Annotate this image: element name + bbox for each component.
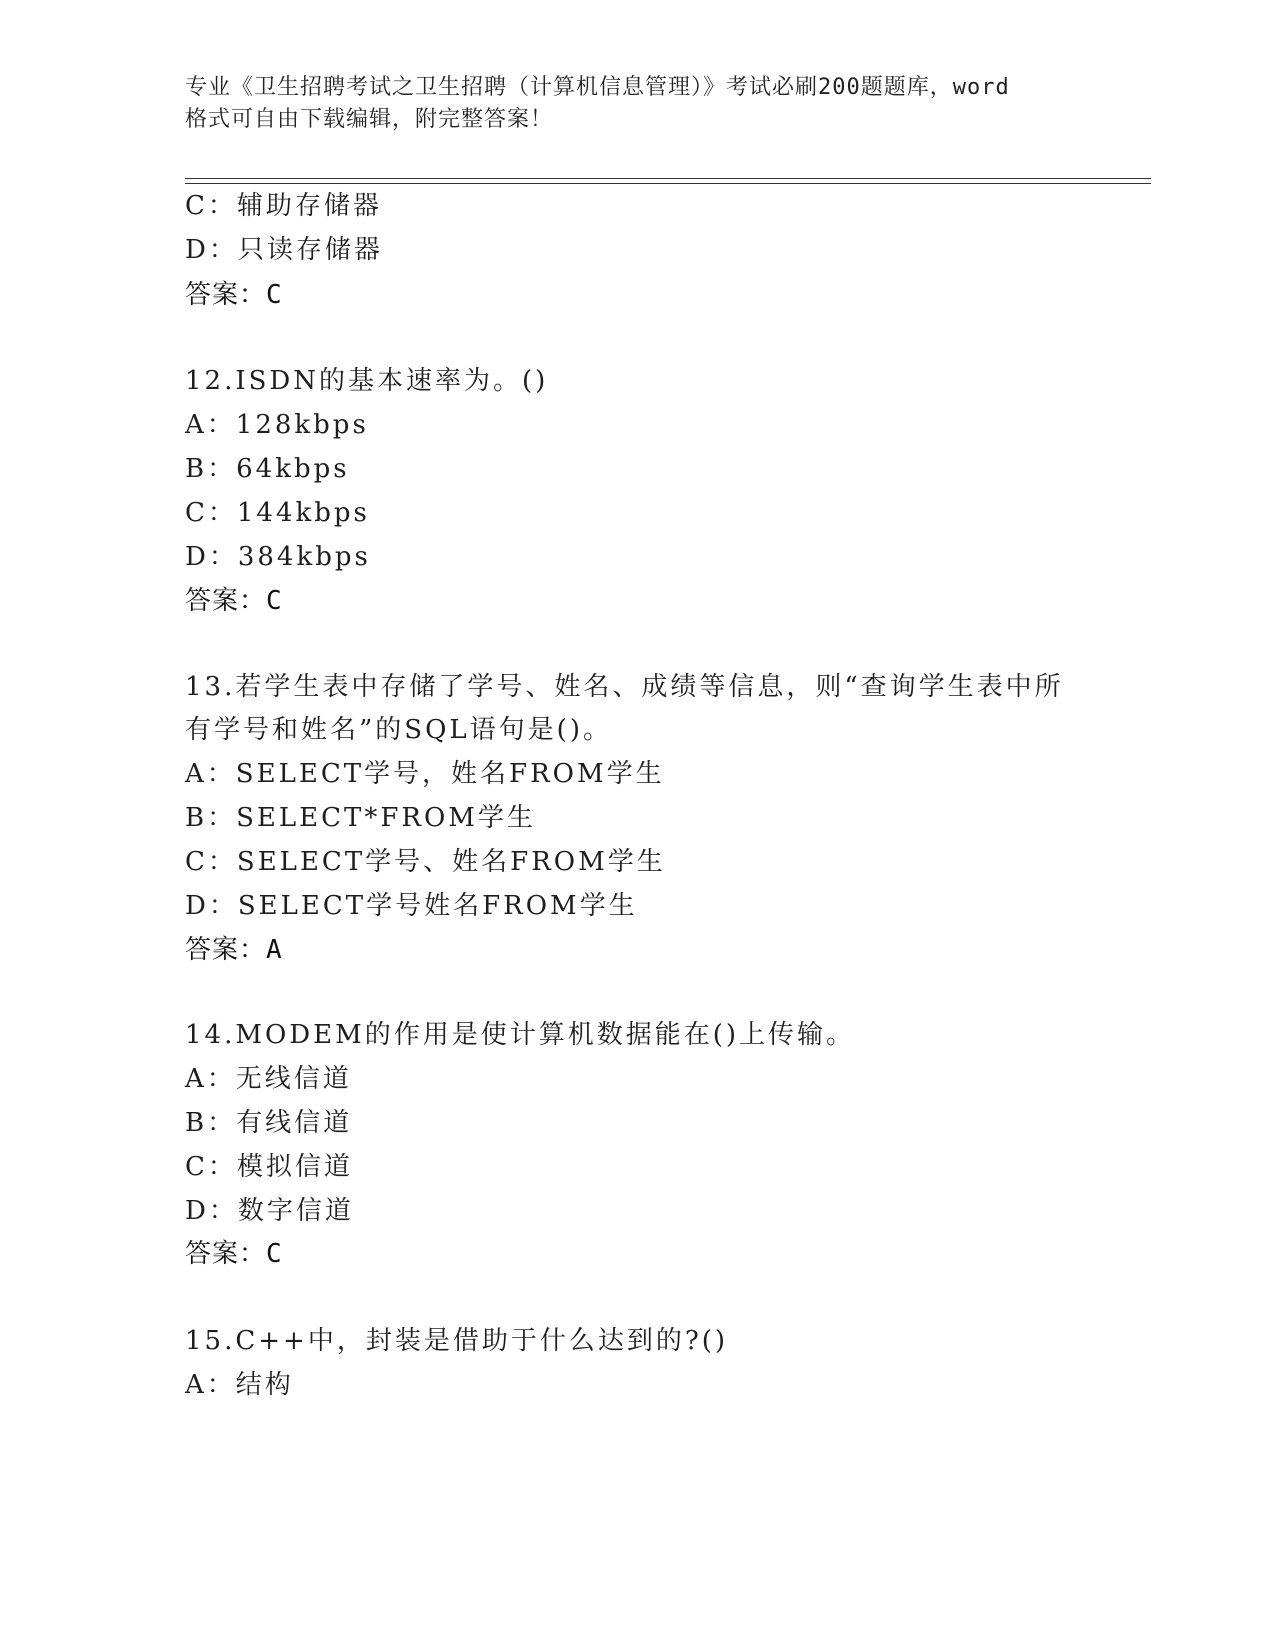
q15-stem: 15.C++中，封装是借助于什么达到的?() [185, 1326, 729, 1356]
q12-option-a: A：128kbps [185, 410, 369, 440]
q14-answer: 答案：C [185, 1239, 283, 1269]
prev-option-d: D：只读存储器 [185, 235, 383, 265]
q12-option-d: D：384kbps [185, 542, 371, 572]
header-line-2: 格式可自由下载编辑，附完整答案！ [185, 107, 554, 132]
q14-option-c: C：模拟信道 [185, 1152, 353, 1182]
q15-option-a: A：结构 [185, 1370, 294, 1400]
q14-option-d: D：数字信道 [185, 1196, 354, 1226]
header-line-1: 专业《卫生招聘考试之卫生招聘（计算机信息管理）》考试必刷200题题库，word [185, 75, 1010, 100]
header-divider-top [185, 178, 1151, 179]
q13-option-a: A：SELECT学号，姓名FROM学生 [185, 759, 665, 789]
q12-answer: 答案：C [185, 586, 283, 616]
q13-stem-line-2: 有学号和姓名”的SQL语句是()。 [185, 715, 612, 745]
prev-option-c: C：辅助存储器 [185, 191, 382, 221]
prev-answer: 答案：C [185, 280, 283, 310]
header-divider-bottom [185, 183, 1151, 184]
q13-option-d: D：SELECT学号姓名FROM学生 [185, 891, 638, 921]
q12-stem: 12.ISDN的基本速率为。() [185, 366, 549, 396]
q12-option-c: C：144kbps [185, 498, 370, 528]
q14-option-b: B：有线信道 [185, 1108, 353, 1138]
q13-answer: 答案：A [185, 935, 283, 965]
q12-option-b: B：64kbps [185, 454, 350, 484]
q14-option-a: A：无线信道 [185, 1064, 352, 1094]
q14-stem: 14.MODEM的作用是使计算机数据能在()上传输。 [185, 1020, 856, 1050]
document-header [185, 72, 1085, 136]
q13-option-c: C：SELECT学号、姓名FROM学生 [185, 847, 666, 877]
q13-stem-line-1: 13.若学生表中存储了学号、姓名、成绩等信息，则“查询学生表中所 [185, 672, 1064, 702]
q13-option-b: B：SELECT*FROM学生 [185, 803, 536, 833]
